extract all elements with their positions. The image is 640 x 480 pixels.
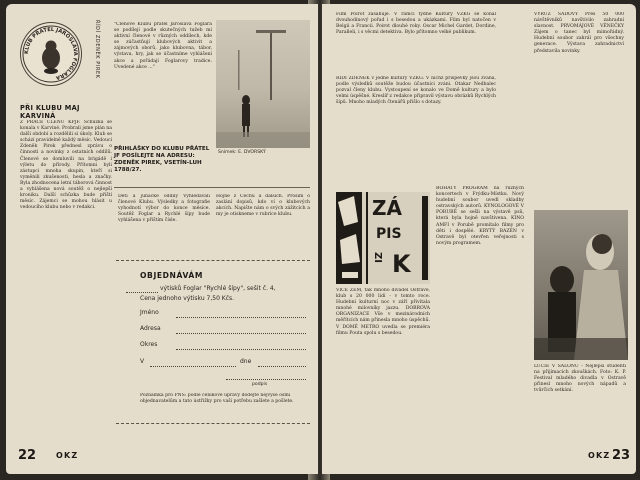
address-field[interactable] [176,333,306,334]
lucie-caption: LUCIE V SALONU - Nejlepší studenti na přijímacích zkouškách. Foto: K. P. Festival mladého divadla v Ostravě přinesl mnoho nových nápadů a tvůrčích setkání. [534,364,626,394]
beaver-emblem-icon [21,23,81,85]
poirot-text: Film Poirot zasahuje. V rámci týdne Kultury VZKG se konal dvouhodinový pořad i s besedou a ukázkami. Film byl natočen v Belgii a Francii. Poirot dlouhé roky. Oscar Michel Gardet, Dordine, Paralleli, i s věcmi detektiva. Bylo přítomno velké publikum. [336,12,496,36]
date-field[interactable] [258,366,306,367]
culture-house-text: ŘÍDÍ ZDENĚK v jedné kultury VZKG. V nichž příspěvky jsou zvána, podle výsledků soutěže budou účastníci zváni. Otakar Nedbalec pozval členy klubu. Vystoupení se konalo ve Domě kultury a bylo velmi úspěšné. Kreslíř z redakce připravil výstavu obrázků Rychlých šípů. Mnoho mladých čtenářů přišlo s dotazy. [336,76,496,106]
signature-field[interactable] [226,379,306,380]
district-field[interactable] [176,349,306,350]
poster-image [336,192,430,284]
right-page [322,4,636,474]
address-label: Adresa [140,325,161,332]
fog-photo [216,20,310,148]
order-note: Poznámka pro PNS: podle ceníkové úpravy dodejte nejvýše osmi objednavatelům a tato ústřižky pro vaší potřebu zašlete a pošlete. [140,393,294,405]
page-number-right: 23 [612,448,631,463]
order-text-line2: Cena jednoho výtisku 7,50 Kčs. [140,295,235,302]
left-page [6,4,318,474]
club-news-text: Hojně z Čechů a dalších. Prosím o zaslání dopisů, kdo ví o klubových akcích. Napište nám o svých zážitcích a my je otiskneme v rubrice klubu. [216,194,310,218]
date-label: dne [240,358,252,365]
membership-notice: PŘIHLÁŠKY DO KLUBU PŘÁTEL JF POSÍLEJTE NA ADRESU: ZDENĚK PIREK, VSETÍN-LUH 1788/27. [114,146,210,173]
page-number-left: 22 [18,448,37,463]
club-heading: PŘI KLUBU MAJ KARVINÁ [20,104,80,120]
poster-title-top: ZÁ [372,196,402,220]
order-text-line1: výtisků Foglar "Rychlé šípy", sešit č. 4, [160,285,276,292]
club-column-text: Z PRÁCE ČLENŮ KPJF. Schůzka se konala v Karviné. Probrali jsme plán na další období a rozdělili si úkoly. Klub se schází pravidelně každý měsíc. Vedoucí Zdeněk Pirek přednesl zprávu o činnosti a novinky z ostatních oddílů. Členové se domluvili na brigádě i výletu do přírody. Přítomni byli zástupci mnoha skupin, kteří si vyměnili zkušenosti, hesla a značky. Byla zhodnocena letní táborová činnost a vyhlášena nová soutěž o nejlepší kroniku. Další schůzka bude příští měsíc. Zájemci se mohou hlásit u vedoucího klubu nebo v redakci. [20,120,112,211]
place-field[interactable] [150,366,236,367]
editor-vertical-label: ŘÍDÍ ZDENĚK PIREK [94,20,100,79]
club-logo [20,22,82,86]
club-events-text: Děti a junácké oddíly Vyhledávali členové Klubu. Výsledky a fotografie vyhodnotí výbor do konce měsíce. Soutěž Foglar a Rychlé šípy bude vyhlášena v příštím čísle. [118,194,210,224]
program-text: BOHATÝ PROGRAM na různých koncertech v Frýdku-Místku. Nový hudební soubor uvedl skladby ostravských autorů. KYNOLOGOVÉ V PORUBĚ se sešli na výstavě psů, která byla hojně navštívena. KINO AMFI v Porubě promítalo filmy pro děti i dospělé. KRYTÝ BAZÉN v Ostravě byl otevřen veřejnosti s novým programem. [436,186,524,246]
poster-title-side: ZI [372,252,383,263]
poster-title-middle: PIS [376,226,402,242]
footer-left: OKZ [56,451,79,460]
signature-label: podpis [252,382,268,387]
footer-right: OKZ [588,451,611,460]
coupon-cut-line [116,423,310,424]
photo-caption: Snímek: E. DVORSKÝ [218,150,266,155]
order-title: OBJEDNÁVÁM [140,271,204,280]
logo-text: KLUB PŘÁTEL JAROSLAVA FOGLARA [23,26,79,81]
side-column-text: VYRŮZ SADOVÝ Přes 50 000 návštěvníků navštívilo zahradní slavnost. PRVOMÁJOVÉ VĚNEČKY Zájem o tanec byl mimořádný. Hudební soubor zahrál pro všechny generace. Výstava zahradnictví představila novinky. [534,12,624,54]
district-label: Okres [140,341,158,348]
lucie-photo [534,210,628,360]
section-divider [114,187,310,188]
name-label: Jméno [140,309,159,316]
order-coupon [116,260,310,431]
quantity-field[interactable] [126,292,158,293]
poster-title-bottom: K [392,250,411,278]
place-label: V [140,358,145,365]
intro-text: "Členové Klubu přátel Jaroslava Foglara se podílejí podle skutečných tužeb mí aktivní členové v různých oddílech, kde se zúčastňují klubových aktivit a zájmových oborů, jako klubovna, tábor, výstava, hry, jak se účastníme vyhlášení akce a pořádají Foglarovy tradice. Uvedené akce ..." [114,22,212,70]
events-summary-text: VICE ZEM, tak mnoho divadel Ostravě, klub s 20 000 lidí - v tomto roce. Hudební kulturní noc v září přivítala mnohé milovníky jazzu. DOBROVA ORGANIZACE Vše v mezinárodních měřítcích nám přinesla mnoho úspěchů. V DOMĚ METRO uvedla se premiéra filmu Pouta spolu s besedou. [336,288,430,336]
name-field[interactable] [176,317,306,318]
